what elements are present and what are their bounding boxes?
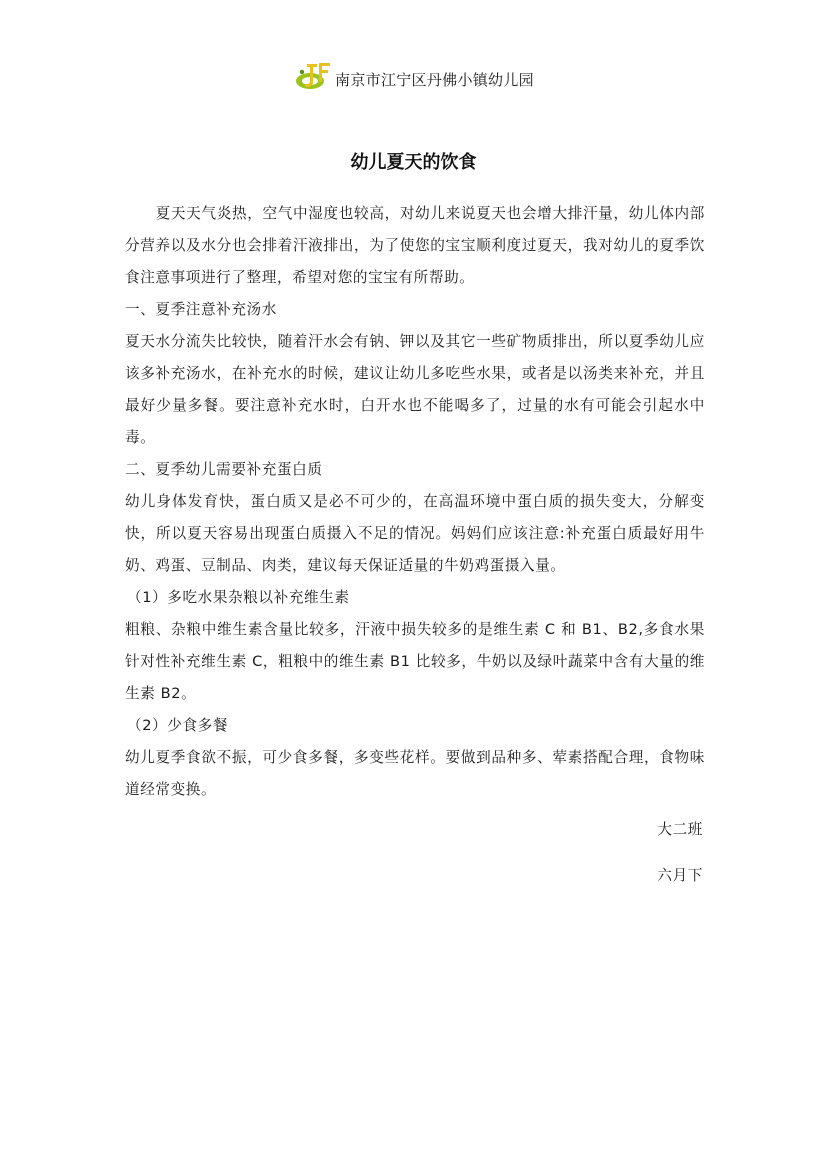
signoff-date: 六月下 [657,867,703,884]
subsection-body-1: 粗粮、杂粮中维生素含量比较多，汗液中损失较多的是维生素 C 和 B1、B2,多食水果针对性补充维生素 C，粗粮中的维生素 B1 比较多，牛奶以及绿叶蔬菜中含有大量的维生素 B2。 [125,621,705,702]
subsection-heading-1: （1）多吃水果杂粮以补充维生素 [127,589,350,606]
section-body-1: 夏天水分流失比较快，随着汗水会有钠、钾以及其它一些矿物质排出，所以夏季幼儿应该多补充汤水，在补充水的时候，建议让幼儿多吃些水果，或者是以汤类来补充，并且最好少量多餐。要注意补充水时，白开水也不能喝多了，过量的水有可能会引起水中毒。 [125,333,705,446]
section-heading-2: 二、夏季幼儿需要补充蛋白质 [125,461,323,478]
page-header [0,62,827,96]
kindergarten-logo-icon [293,60,333,92]
subsection-heading-2: （2）少食多餐 [127,717,229,734]
document-title: 幼儿夏天的饮食 [350,152,477,173]
intro-paragraph: 夏天天气炎热，空气中湿度也较高，对幼儿来说夏天也会增大排汗量，幼儿体内部分营养以及水分也会排着汗液排出，为了使您的宝宝顺利度过夏天，我对幼儿的夏季饮食注意事项进行了整理，希望对您的宝宝有所帮助。 [125,205,705,286]
document-body [125,198,705,806]
section-heading-1: 一、夏季注意补充汤水 [125,301,277,318]
section-body-2: 幼儿身体发育快，蛋白质又是必不可少的，在高温环境中蛋白质的损失变大，分解变快，所以夏天容易出现蛋白质摄入不足的情况。妈妈们应该注意:补充蛋白质最好用牛奶、鸡蛋、豆制品、肉类，建议每天保证适量的牛奶鸡蛋摄入量。 [125,493,705,574]
signoff-class: 大二班 [657,821,703,838]
subsection-body-2: 幼儿夏季食欲不振，可少食多餐，多变些花样。要做到品种多、荤素搭配合理，食物味道经常变换。 [125,749,705,798]
school-name: 南京市江宁区丹佛小镇幼儿园 [335,70,534,89]
